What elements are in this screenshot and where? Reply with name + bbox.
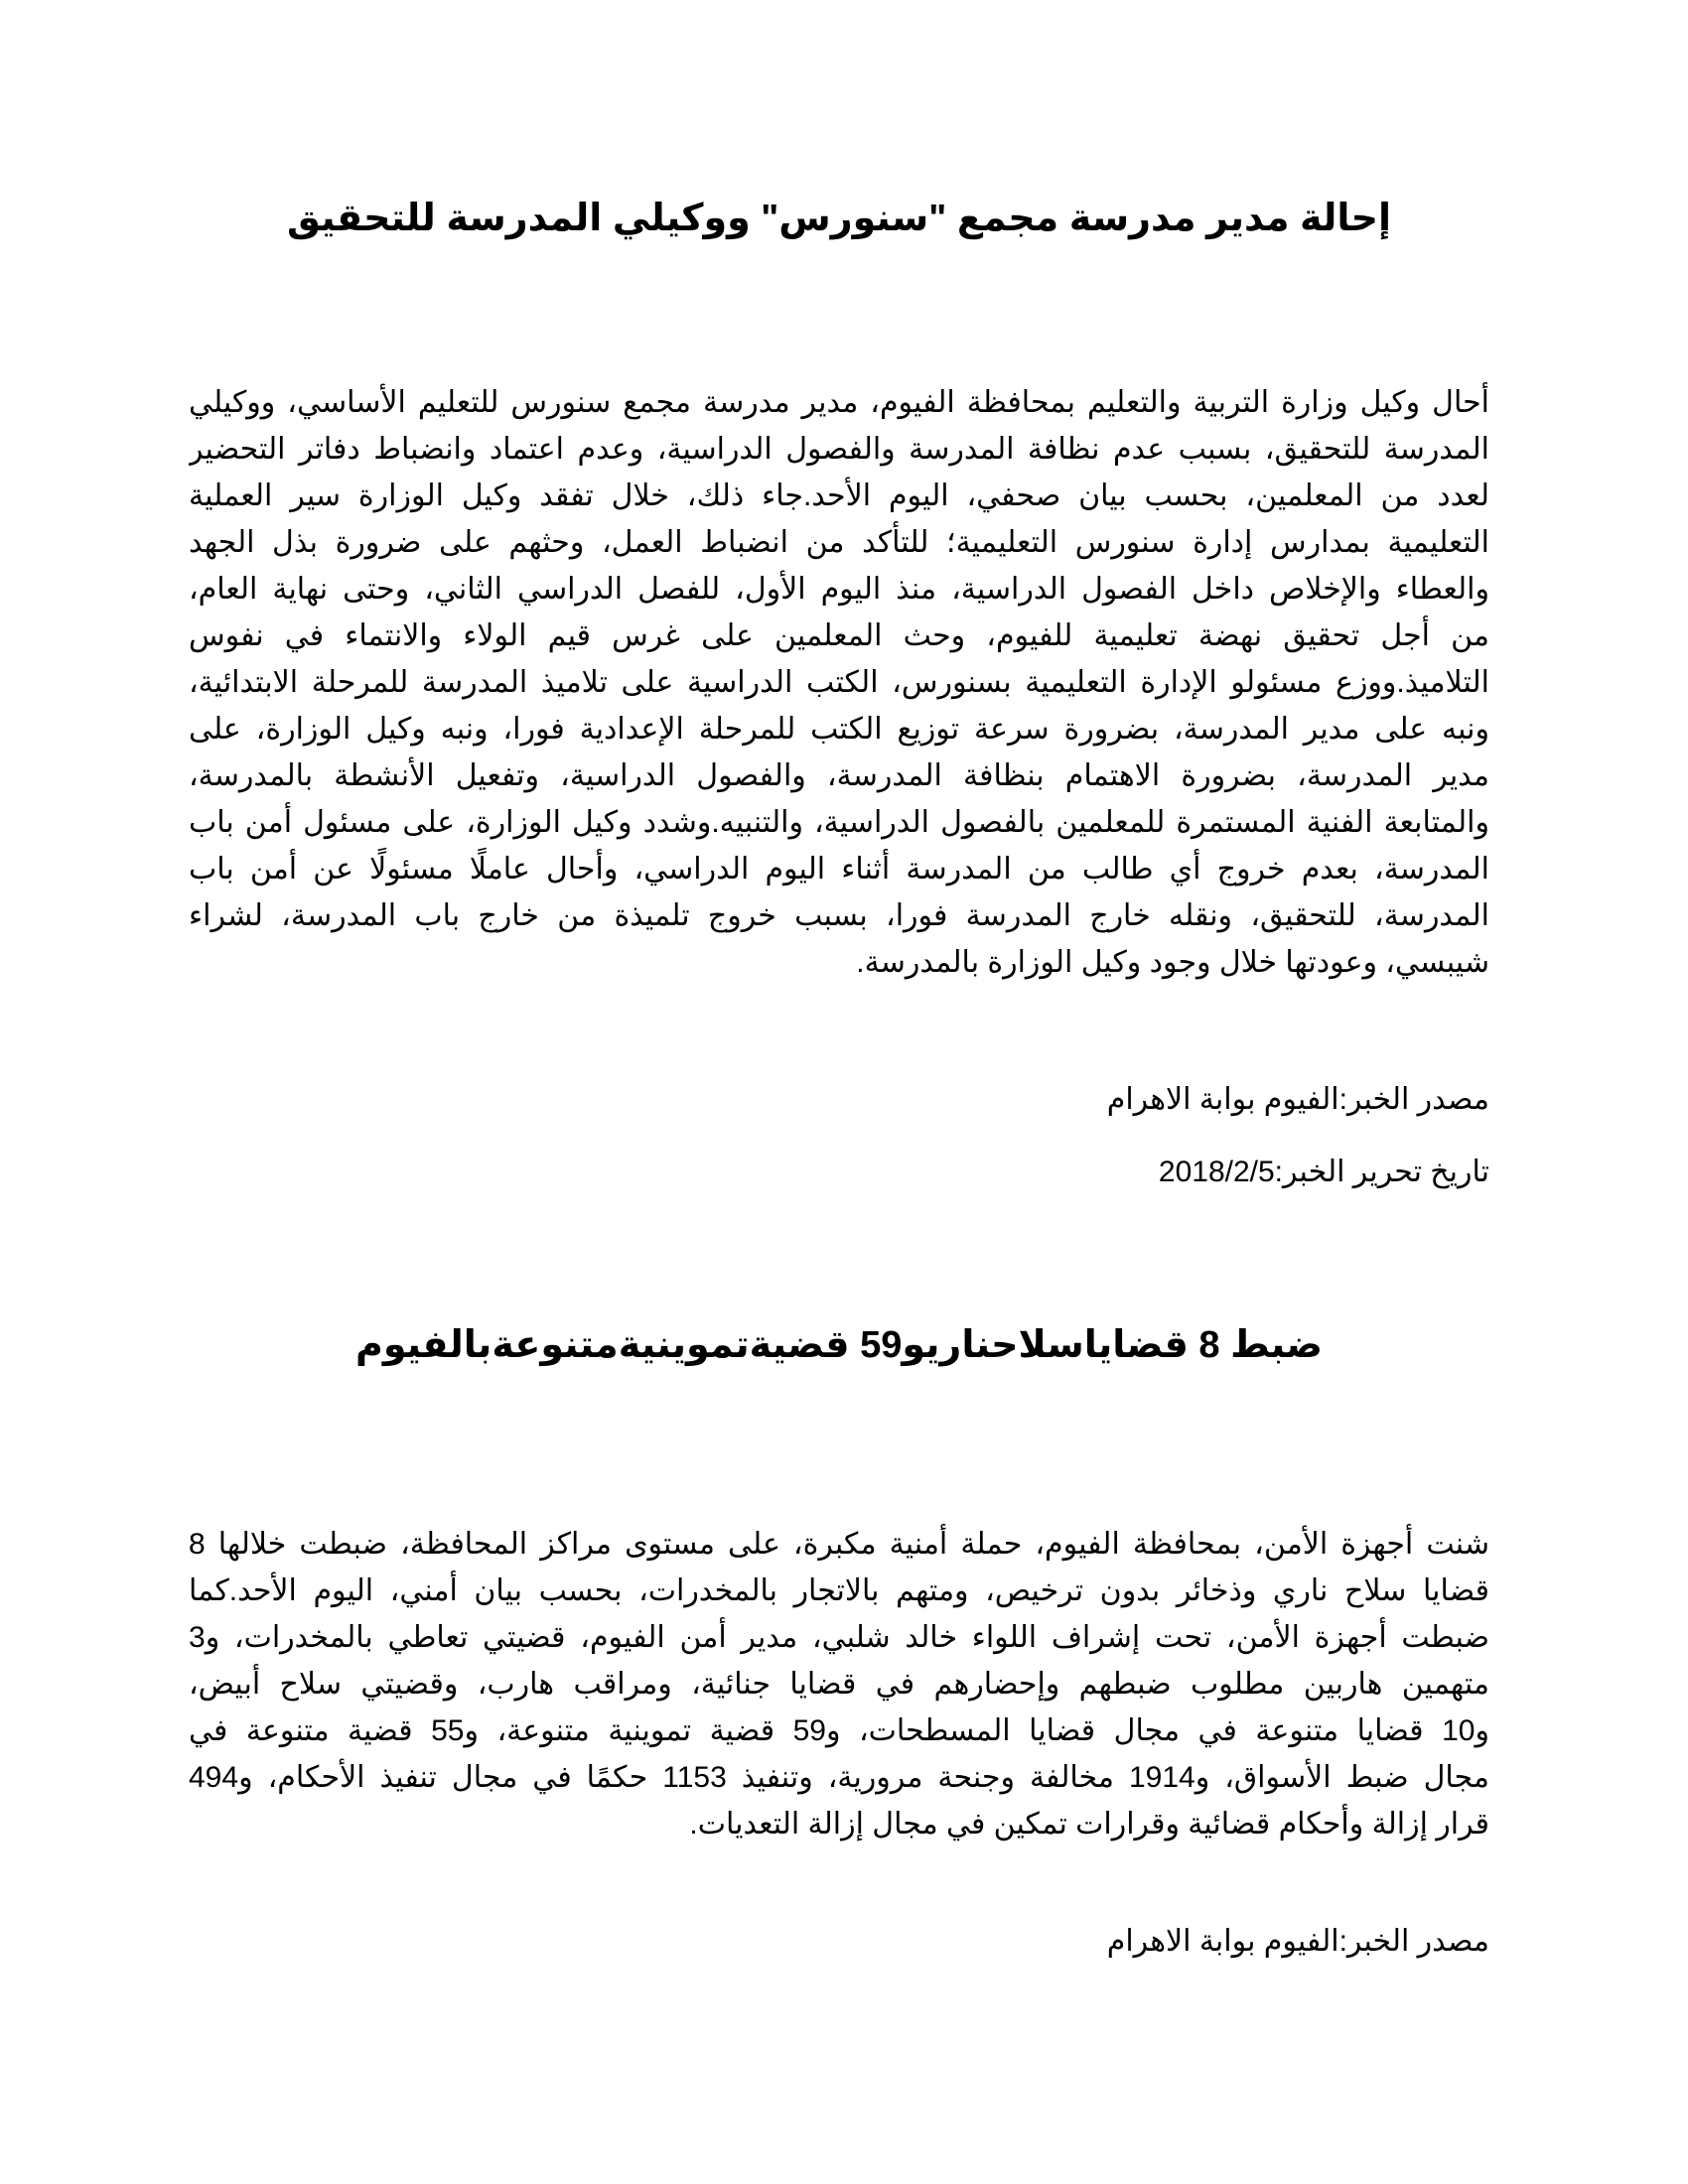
article-2-body-line: مجال ضبط الأسواق، و1914 مخالفة وجنحة مرورية، وتنفيذ 1153 حكمًا في مجال تنفيذ الأحكام، و494 <box>189 1761 1489 1794</box>
article-1-source <box>189 1076 1489 1123</box>
article-2-body-line: و10 قضايا متنوعة في مجال قضايا المسطحات، و59 قضية تموينية متنوعة، و55 قضية متنوعة في <box>189 1714 1489 1747</box>
source-value: الفيوم بوابة الاهرام <box>1106 1925 1339 1958</box>
date-value: 2018/2/5 <box>1158 1156 1275 1188</box>
article-1-body-line: أحال وكيل وزارة التربية والتعليم بمحافظة الفيوم، مدير مدرسة مجمع سنورس للتعليم الأساسي، ووكيلي <box>189 386 1489 419</box>
article-1-body-line: من أجل تحقيق نهضة تعليمية للفيوم، وحث المعلمين على غرس قيم الولاء والانتماء في نفوس <box>189 619 1489 652</box>
article-2-title: ضبط 8 قضاياسلاحناريو59 قضيةتموينيةمتنوعةبالفيوم <box>354 1324 1324 1366</box>
date-label: تاريخ تحرير الخبر: <box>1274 1156 1489 1188</box>
article-2-body-line: شنت أجهزة الأمن، بمحافظة الفيوم، حملة أمنية مكبرة، على مستوى مراكز المحافظة، ضبطت خلالها 8 <box>189 1528 1489 1561</box>
article-2-body-line: ضبطت أجهزة الأمن، تحت إشراف اللواء خالد شلبي، مدير أمن الفيوم، قضيتي تعاطي بالمخدرات، و3 <box>189 1621 1489 1654</box>
article-1-date <box>189 1149 1489 1195</box>
article-1-body-line: التعليمية بمدارس إدارة سنورس التعليمية؛ للتأكد من انضباط العمل، وحثهم على ضرورة بذل الجهد <box>189 526 1489 559</box>
article-1-body-line: شيبسي، وعودتها خلال وجود وكيل الوزارة بالمدرسة. <box>856 946 1489 979</box>
article-1-body-line: المدرسة، للتحقيق، ونقله خارج المدرسة فورا، بسبب خروج تلميذة من خارج باب المدرسة، لشراء <box>189 899 1489 932</box>
article-2-source <box>189 1918 1489 1965</box>
article-1-body-line: مدير المدرسة، بضرورة الاهتمام بنظافة المدرسة، والفصول الدراسية، وتفعيل الأنشطة بالمدرسة، <box>189 759 1489 792</box>
article-1-body-line: المدرسة للتحقيق، بسبب عدم نظافة المدرسة والفصول الدراسية، وعدم اعتماد وانضباط دفاتر التحضير <box>189 433 1489 466</box>
article-2-body-line: قضايا سلاح ناري وذخائر بدون ترخيص، ومتهم بالاتجار بالمخدرات، بحسب بيان أمني، اليوم الأحد.كما <box>189 1574 1489 1607</box>
article-1-body-line: التلاميذ.ووزع مسئولو الإدارة التعليمية بسنورس، الكتب الدراسية على تلاميذ المدرسة للمرحلة الابتدائية، <box>189 666 1489 699</box>
source-label: مصدر الخبر: <box>1338 1083 1489 1116</box>
source-value: الفيوم بوابة الاهرام <box>1106 1083 1339 1116</box>
article-2-body <box>189 1521 1489 1847</box>
article-2-body-line: متهمين هاربين مطلوب ضبطهم وإحضارهم في قضايا جنائية، ومراقب هارب، وقضيتي سلاح أبيض، <box>189 1668 1489 1701</box>
article-1-body-line: والعطاء والإخلاص داخل الفصول الدراسية، منذ اليوم الأول، للفصل الدراسي الثاني، وحتى نهاية العام، <box>189 573 1489 606</box>
article-1-body-line: لعدد من المعلمين، بحسب بيان صحفي، اليوم الأحد.جاء ذلك، خلال تفقد وكيل الوزارة سير العملية <box>189 479 1489 512</box>
article-2-body-line: قرار إزالة وأحكام قضائية وقرارات تمكين في مجال إزالة التعديات. <box>689 1808 1489 1841</box>
source-label: مصدر الخبر: <box>1338 1925 1489 1958</box>
article-1-body-line: ونبه على مدير المدرسة، بضرورة سرعة توزيع الكتب للمرحلة الإعدادية فورا، ونبه وكيل الوزارة، على <box>189 713 1489 746</box>
article-1-body-line: المدرسة، بعدم خروج أي طالب من المدرسة أثناء اليوم الدراسي، وأحال عاملًا مسئولًا عن أمن باب <box>189 853 1489 886</box>
article-1-body-line: والمتابعة الفنية المستمرة للمعلمين بالفصول الدراسية، والتنبيه.وشدد وكيل الوزارة، على مسئول أمن باب <box>189 806 1489 839</box>
article-1-body <box>189 379 1489 986</box>
article-1-title: إحالة مدير مدرسة مجمع "سنورس" ووكيلي المدرسة للتحقيق <box>286 198 1392 239</box>
